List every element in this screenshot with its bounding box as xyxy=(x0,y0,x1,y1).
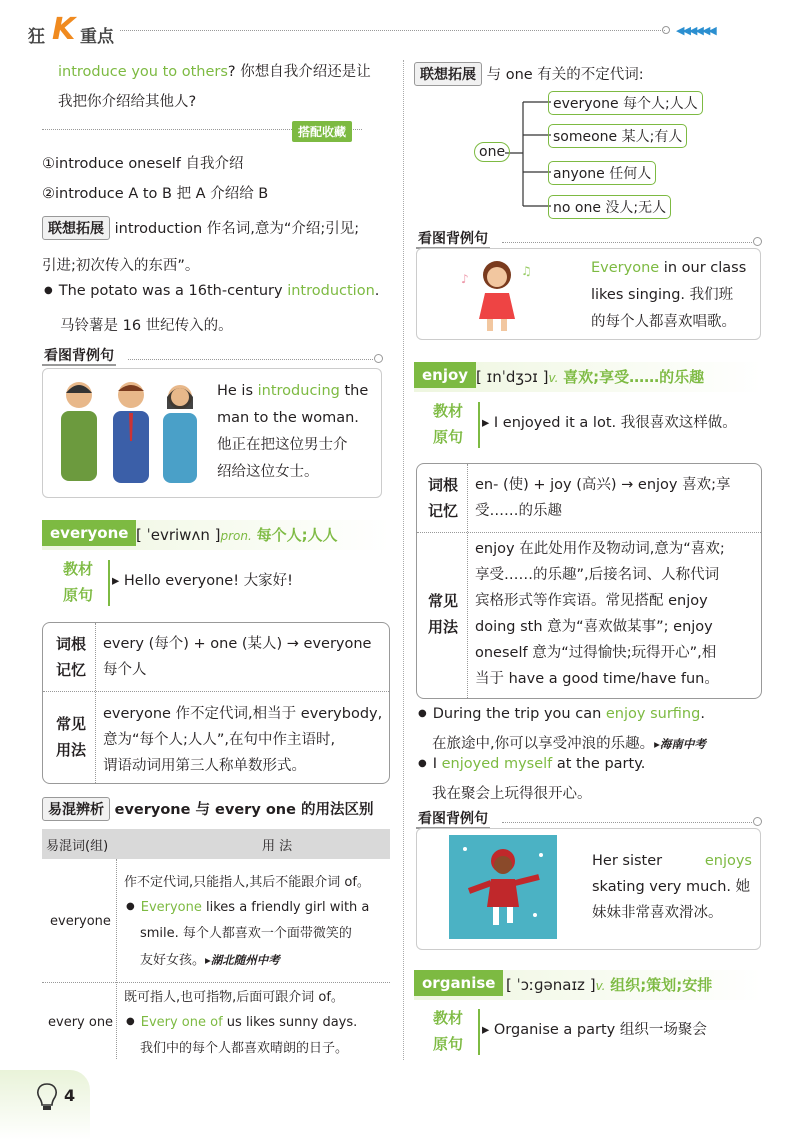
enjoy-root-1: en- (使) + joy (高兴) → enjoy 喜欢;享 xyxy=(475,477,731,493)
organise-label: organise xyxy=(414,970,503,996)
ex-highlight: introduction xyxy=(287,283,375,299)
confuse-tag: 易混辨析 xyxy=(42,797,110,821)
right-pic2-pre: Her sister xyxy=(592,853,663,869)
enjoy-ex2-hl: enjoyed myself xyxy=(441,756,553,772)
collect-badge xyxy=(292,121,352,142)
headword-enjoy xyxy=(414,362,762,392)
enjoy-usage-3: 宾格形式等作宾语。常见搭配 enjoy xyxy=(475,593,708,609)
enjoy-phon: [ ɪnˈdʒɔɪ ] xyxy=(476,368,549,386)
row1-d: 友好女孩。 xyxy=(140,953,206,968)
pic-text-1 xyxy=(217,378,377,404)
root-text-1: every (每个) + one (某人) → everyone xyxy=(103,636,372,652)
singing-girl-illustration-icon xyxy=(457,253,537,333)
brand-text-2: 重点 xyxy=(80,27,114,47)
enjoy-table-vsep xyxy=(467,464,468,699)
right-pic1-line3: 的每个人都喜欢唱歌。 xyxy=(591,314,736,330)
enjoy-ex1-post: . xyxy=(700,706,705,722)
mindmap-branch-anyone: anyone 任何人 xyxy=(548,161,656,185)
pic-title-label: 看图背例句 xyxy=(44,348,114,364)
organise-meaning: 组织;策划;安排 xyxy=(610,976,713,994)
confuse-hsep xyxy=(42,982,390,983)
confuse-row1-a: 作不定代词,只能指人,其后不能跟介词 of。 xyxy=(124,875,370,890)
enjoy-ex1-pre: During the trip you can xyxy=(432,706,606,722)
collocation-1: ①introduce oneself 自我介绍 xyxy=(42,156,244,172)
svg-text:♪: ♪ xyxy=(461,272,469,286)
right-pic2-title-label: 看图背例句 xyxy=(418,811,488,827)
pic-text-1-hl: introducing xyxy=(257,383,340,399)
organise-pos: v. xyxy=(595,979,606,993)
header-dot xyxy=(662,26,670,34)
enjoy-example-1-cn xyxy=(432,732,706,753)
pic-text-4: 绍给这位女士。 xyxy=(217,464,319,480)
mindmap-branch-no-one: no one 没人;无人 xyxy=(548,195,671,219)
enjoy-ex1-hl: enjoy surfing xyxy=(605,706,701,722)
enjoy-usage-4: doing sth 意为“喜欢做某事”; enjoy xyxy=(475,619,713,635)
row2-hl: Every one of xyxy=(140,1015,223,1030)
confuse-title: everyone 与 every one 的用法区别 xyxy=(114,802,374,818)
headword-everyone xyxy=(42,520,390,550)
brand-k: K xyxy=(52,12,76,47)
confuse-col-2: 用 法 xyxy=(262,839,293,854)
pic-card-enjoys xyxy=(416,828,761,950)
organise-textbook-sentence: ▸ Organise a party 组织一场聚会 xyxy=(482,1022,707,1038)
collect-badge-label: 搭配收藏 xyxy=(292,121,352,142)
right-pic2-line2: skating very much. 她 xyxy=(592,879,751,895)
enjoy-phonetic xyxy=(476,366,704,387)
expand-line-1 xyxy=(42,216,359,240)
usage-text-3: 谓语动词用第三人称单数形式。 xyxy=(103,758,306,774)
confuse-row1-b xyxy=(126,895,369,922)
enjoy-root-label-2: 记忆 xyxy=(427,502,458,520)
right-pic-title-rule xyxy=(502,242,752,243)
ex-post: . xyxy=(374,283,380,299)
textbook-sentence-text: Hello everyone! 大家好! xyxy=(123,573,293,589)
example-potato xyxy=(44,283,379,299)
people-illustration-icon xyxy=(51,375,211,493)
enjoy-table-hsep xyxy=(417,532,762,533)
phonetic: [ ˈevriwʌn ] xyxy=(136,526,221,544)
pic-card-everyone xyxy=(416,248,761,340)
right-pic2-title-rule xyxy=(502,822,752,823)
right-pic-title-dot xyxy=(753,237,762,246)
confuse-row2-c: 我们中的每个人都喜欢晴朗的日子。 xyxy=(140,1041,349,1056)
root-label-1: 词根 xyxy=(55,635,86,653)
enjoy-usage-6: 当于 have a good time/have fun。 xyxy=(475,671,719,687)
confuse-row1-word: everyone xyxy=(50,914,111,929)
right-pic1-line1 xyxy=(591,255,746,281)
organise-textbook-label-2: 原句 xyxy=(432,1035,463,1053)
organise-textbook-bar xyxy=(478,1009,480,1055)
root-label-2: 记忆 xyxy=(55,661,86,679)
textbook-label-2: 原句 xyxy=(62,586,93,604)
confuse-row2-word: every one xyxy=(48,1015,114,1030)
right-expand-text: 与 one 有关的不定代词: xyxy=(486,67,644,83)
organise-sentence-text: Organise a party 组织一场聚会 xyxy=(493,1022,707,1038)
right-expand-line xyxy=(414,62,644,86)
mindmap-branch-everyone: everyone 每个人;人人 xyxy=(548,91,703,115)
row2-b: us likes sunny days. xyxy=(222,1015,358,1030)
table-hsep xyxy=(43,691,390,692)
table-vsep xyxy=(95,623,96,784)
confuse-row2-b xyxy=(126,1010,357,1037)
confuse-heading xyxy=(42,797,374,821)
enjoy-root-2: 受……的乐趣 xyxy=(475,503,562,519)
enjoy-textbook-bar xyxy=(478,402,480,448)
expand-text-1: introduction 作名词,意为“介绍;引见; xyxy=(114,221,360,237)
brand-logo xyxy=(28,12,120,47)
enjoy-label: enjoy xyxy=(414,362,476,388)
root-text-2: 每个人 xyxy=(103,662,147,678)
textbook-sentence: ▸ Hello everyone! 大家好! xyxy=(112,573,293,589)
enjoy-usage-5: oneself 意为“过得愉快;玩得开心”,相 xyxy=(475,645,717,661)
confuse-row1-c: smile. 每个人都喜欢一个面带微笑的 xyxy=(140,926,352,941)
brand-text-1: 狂 xyxy=(28,27,45,47)
headword-label: everyone xyxy=(42,520,136,546)
right-expand-tag: 联想拓展 xyxy=(414,62,482,86)
pic-card-introduce xyxy=(42,368,382,498)
enjoy-root-usage-table xyxy=(416,463,762,699)
expand-tag: 联想拓展 xyxy=(42,216,110,240)
organise-textbook-label-1: 教材 xyxy=(432,1009,463,1027)
enjoy-ex1-source: ▸海南中考 xyxy=(654,737,706,751)
right-pic2-hl: enjoys xyxy=(704,853,752,869)
page-footer xyxy=(0,1070,90,1140)
mindmap-center: one xyxy=(474,142,510,162)
mindmap-lines xyxy=(505,90,553,220)
enjoy-textbook-sentence: ▸ I enjoyed it a lot. 我很喜欢这样做。 xyxy=(482,415,737,431)
enjoy-root-label-1: 词根 xyxy=(427,476,458,494)
confuse-row2-a: 既可指人,也可指物,后面可跟介词 of。 xyxy=(124,990,344,1005)
enjoy-ex1-cn: 在旅途中,你可以享受冲浪的乐趣。 xyxy=(432,736,655,752)
pic-text-3: 他正在把这位男士介 xyxy=(217,437,348,453)
pic-text-1-pre: He is xyxy=(217,383,258,399)
row1-source: ▸湖北随州中考 xyxy=(205,953,280,967)
enjoy-example-2 xyxy=(418,756,645,772)
skating-girl-illustration-icon xyxy=(449,835,557,939)
intro-highlight: introduce you to others xyxy=(58,64,228,80)
enjoy-pos: v. xyxy=(548,371,559,385)
right-pic1-l1: in our class xyxy=(659,260,747,276)
meaning: 每个人;人人 xyxy=(256,526,338,544)
confuse-col-1: 易混词(组) xyxy=(46,839,109,854)
header-rule xyxy=(120,30,665,31)
right-pic-title-label: 看图背例句 xyxy=(418,231,488,247)
enjoy-textbook-label-1: 教材 xyxy=(432,402,463,420)
svg-text:♫: ♫ xyxy=(521,264,532,278)
organise-phonetic xyxy=(506,974,712,995)
collocation-2: ②introduce A to B 把 A 介绍给 B xyxy=(42,186,269,202)
right-pic1-line2: likes singing. 我们班 xyxy=(591,287,734,303)
usage-text-1: everyone 作不定代词,相当于 everybody, xyxy=(103,706,383,722)
pic-title-rule xyxy=(128,359,373,360)
confuse-table-header xyxy=(42,829,390,859)
usage-label-1: 常见 xyxy=(55,715,86,733)
pic-section-title xyxy=(42,345,382,369)
expand-text-2: 引进;初次传入的东西”。 xyxy=(42,258,200,274)
enjoy-meaning: 喜欢;享受……的乐趣 xyxy=(563,368,705,386)
pic-text-2: man to the woman. xyxy=(217,410,359,426)
lightbulb-icon xyxy=(34,1082,60,1112)
textbook-label-1: 教材 xyxy=(62,560,93,578)
row1-hl: Everyone xyxy=(140,900,202,915)
everyone-root-usage-table xyxy=(42,622,390,784)
enjoy-ex2-pre: I xyxy=(432,756,442,772)
enjoy-ex2-post: at the party. xyxy=(552,756,646,772)
intro-cn: ? 你想自我介绍还是让 xyxy=(227,64,371,80)
enjoy-usage-1: enjoy 在此处用作及物动词,意为“喜欢; xyxy=(475,541,725,557)
pic-title-dot xyxy=(374,354,383,363)
enjoy-example-2-cn: 我在聚会上玩得很开心。 xyxy=(432,786,592,802)
enjoy-example-1 xyxy=(418,706,705,722)
organise-phon: [ ˈɔːɡənaɪz ] xyxy=(506,976,596,994)
headword-organise xyxy=(414,970,762,1000)
right-pic1-hl: Everyone xyxy=(591,260,660,276)
confuse-vsep xyxy=(116,859,117,1059)
pos: pron. xyxy=(220,529,252,543)
intro-line-1 xyxy=(58,60,371,81)
ex-pre: The potato was a 16th-century xyxy=(58,283,288,299)
enjoy-textbook-label-2: 原句 xyxy=(432,428,463,446)
header-arrows-icon: ◀◀◀◀◀◀ xyxy=(676,24,715,37)
intro-line-2: 我把你介绍给其他人? xyxy=(58,94,197,110)
usage-text-2: 意为“每个人;人人”,在句中作主语时, xyxy=(103,732,336,748)
textbook-bar xyxy=(108,560,110,606)
usage-label-2: 用法 xyxy=(55,741,86,759)
right-pic2-line3: 妹妹非常喜欢滑冰。 xyxy=(592,905,723,921)
headword-phonetic xyxy=(136,524,338,545)
mindmap-branch-someone: someone 某人;有人 xyxy=(548,124,687,148)
column-divider xyxy=(403,60,404,1060)
right-pic2-title-dot xyxy=(753,817,762,826)
example-potato-cn: 马铃薯是 16 世纪传入的。 xyxy=(60,318,233,334)
right-pic2-line1 xyxy=(592,848,752,874)
row1-b: likes a friendly girl with a xyxy=(201,900,370,915)
enjoy-usage-label-1: 常见 xyxy=(427,592,458,610)
confuse-row1-d xyxy=(140,947,280,974)
enjoy-usage-label-2: 用法 xyxy=(427,618,458,636)
enjoy-usage-2: 享受……的乐趣”,后接名词、人称代词 xyxy=(475,567,720,583)
enjoy-sentence-text: I enjoyed it a lot. 我很喜欢这样做。 xyxy=(493,415,737,431)
pic-text-1-post: the xyxy=(339,383,369,399)
page-number: 4 xyxy=(64,1086,76,1105)
